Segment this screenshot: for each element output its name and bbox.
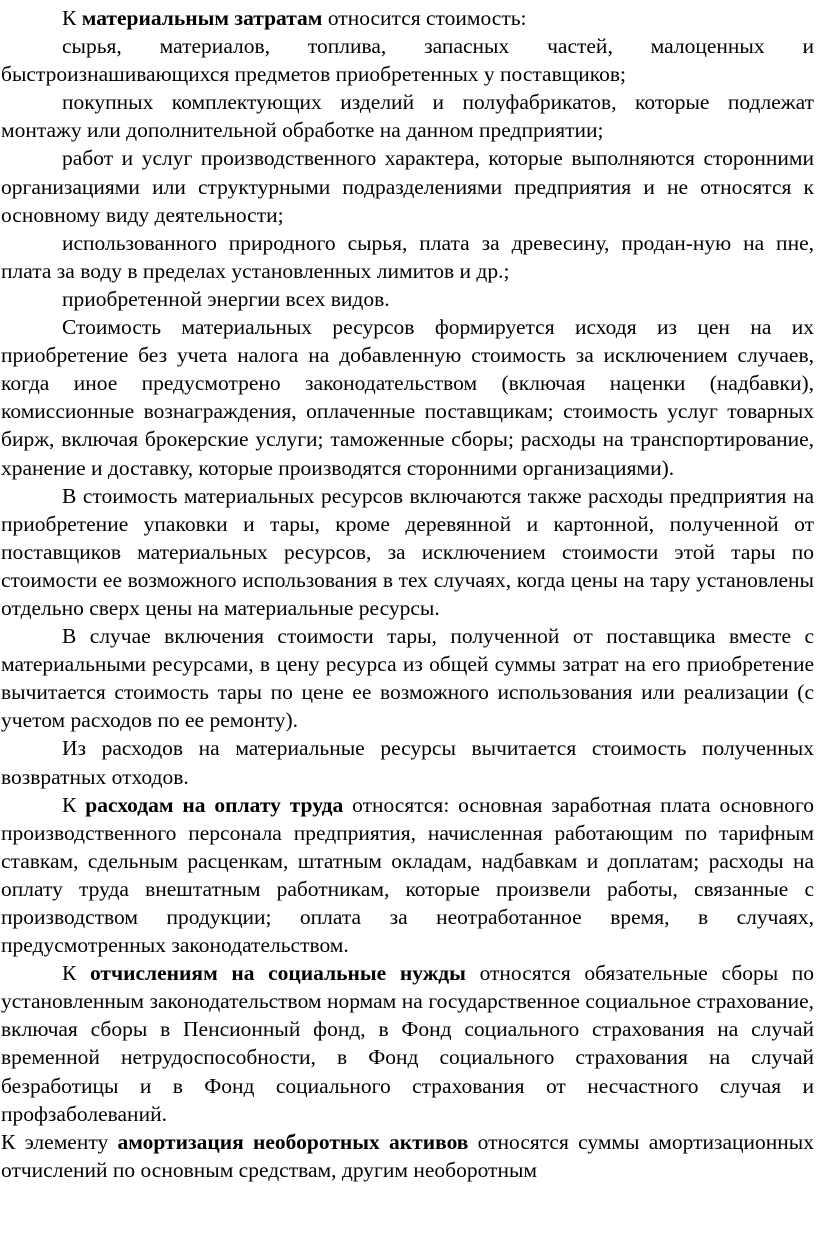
paragraph-amortization [1, 1128, 814, 1184]
paragraph-tail-text: относятся суммы амортизационных отчислений по основным средствам, другим необоротным [1, 1129, 815, 1182]
paragraph-labor-costs [1, 791, 814, 960]
term-material-costs: материальным затратам [81, 6, 323, 30]
paragraph-natural-resources: использованного природного сырья, плата за древесину, продан-ную на пне, плата за воду в пределах установленных лимитов и др.; [1, 230, 814, 283]
term-social-deductions: отчислениям на социальные нужды [89, 961, 466, 986]
paragraph-packaging: В стоимость материальных ресурсов включаются также расходы предприятия на приобретение упаковки и тары, кроме деревянной и картонной, полученной от поставщиков материальных ресурсов, за исключением стоимости этой тары по стоимости ее возможного использования в тех случаях, когда цены на тару установлены отдельно сверх цены на материальные ресурсы. [1, 483, 814, 620]
paragraph-lead-text: К [62, 961, 90, 986]
paragraph-cost-formation: Стоимость материальных ресурсов формируется исходя из цен на их приобретение без учета налога на добавленную стоимость за исключением случаев, когда иное предусмотрено законодательством (включая наценки (надбавки), комиссионные вознаграждения, оплаченные поставщикам; стоимость услуг товарных бирж, включая брокерские услуги; таможенные сборы; расходы на транспортирование, хранение и доставку, которые производятся сторонними организациями). [1, 315, 814, 480]
paragraph-production-services: работ и услуг производственного характера, которые выполняются сторонними организациями или структурными подразделениями предприятия и не относятся к основному виду деятельности; [1, 146, 814, 227]
paragraph-lead-text: К элементу [1, 1129, 118, 1154]
paragraph-tail-text: относятся обязательные сборы по установленным законодательством нормам на государственное социальное страхование, включая сборы в Пенсионный фонд, в Фонд социального страхования на случай временной нетрудоспособности, в Фонд социального страхования на случай безработицы и в Фонд социального страхования от несчастного случая и профзаболеваний. [1, 961, 815, 1126]
paragraph-social-deductions [1, 959, 814, 1128]
paragraph-raw-materials: сырья, материалов, топлива, запасных частей, малоценных и быстроизнашивающихся предметов приобретенных у поставщиков; [1, 34, 814, 87]
paragraph-container-cost: В случае включения стоимости тары, полученной от поставщика вместе с материальными ресурсами, в цену ресурса из общей суммы затрат на его приобретение вычитается стоимость тары по цене ее возможного использования или реализации (с учетом расходов по ее ремонту). [1, 624, 814, 733]
paragraph-energy: приобретенной энергии всех видов. [62, 286, 390, 311]
paragraph-returnable-waste: Из расходов на материальные ресурсы вычитается стоимость полученных возвратных отходов. [1, 736, 814, 789]
paragraph-material-costs-intro [1, 4, 814, 32]
term-amortization: амортизация необоротных активов [117, 1129, 469, 1154]
term-labor-costs: расходам на оплату труда [85, 792, 344, 817]
paragraph-lead-text: К [62, 792, 86, 817]
paragraph-lead-text: К [62, 6, 82, 30]
paragraph-tail-text: относятся: основная заработная плата основного производственного персонала предприятия, начисленная работающим по тарифным ставкам, сдельным расценкам, штатным окладам, надбавкам и доплатам; расходы на оплату труда внештатным работникам, которые произвели работы, связанные с производством продукции; оплата за неотработанное время, в случаях, предусмотренных законодательством. [1, 792, 815, 958]
paragraph-tail-text: относится стоимость: [322, 6, 527, 30]
paragraph-components: покупных комплектующих изделий и полуфабрикатов, которые подлежат монтажу или дополнительной обработке на данном предприятии; [1, 90, 814, 143]
